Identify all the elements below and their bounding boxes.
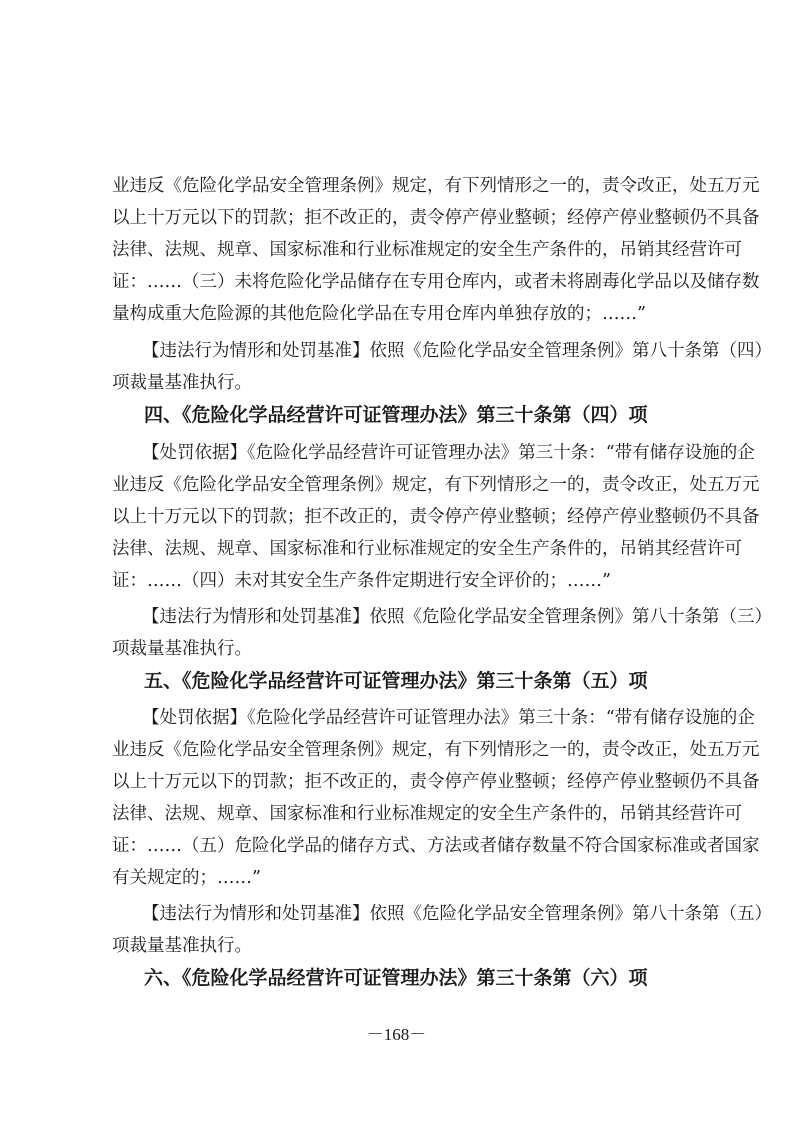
basis-line: 项裁量基准执行。 bbox=[112, 936, 252, 956]
page-number: －168－ bbox=[366, 1025, 427, 1044]
text-line: 法律、法规、规章、国家标准和行业标准规定的安全生产条件的，吊销其经营许可 bbox=[112, 240, 742, 260]
text-line: 证：……（四）未对其安全生产条件定期进行安全评价的；……” bbox=[112, 571, 611, 591]
text-line: 以上十万元以下的罚款；拒不改正的，责令停产停业整顿；经停产停业整顿仍不具备 bbox=[112, 208, 760, 228]
basis-line: 【违法行为情形和处罚基准】依照《危险化学品安全管理条例》第八十条第（三） bbox=[142, 607, 772, 627]
basis-line: 【违法行为情形和处罚基准】依照《危险化学品安全管理条例》第八十条第（四） bbox=[142, 341, 772, 361]
section-heading: 五、《危险化学品经营许可证管理办法》第三十条第（五）项 bbox=[144, 670, 648, 692]
text-line: 【处罚依据】《危险化学品经营许可证管理办法》第三十条：“带有储存设施的企 bbox=[142, 443, 755, 463]
text-line: 有关规定的；……” bbox=[112, 868, 261, 888]
basis-line: 【违法行为情形和处罚基准】依照《危险化学品安全管理条例》第八十条第（五） bbox=[142, 904, 772, 924]
text-line: 证：……（三）未将危险化学品储存在专用仓库内，或者未将剧毒化学品以及储存数 bbox=[112, 272, 760, 292]
text-line: 法律、法规、规章、国家标准和行业标准规定的安全生产条件的，吊销其经营许可 bbox=[112, 539, 742, 559]
section-heading: 四、《危险化学品经营许可证管理办法》第三十条第（四）项 bbox=[144, 404, 648, 426]
text-line: 以上十万元以下的罚款；拒不改正的，责令停产停业整顿；经停产停业整顿仍不具备 bbox=[112, 507, 760, 527]
text-line: 以上十万元以下的罚款；拒不改正的，责令停产停业整顿；经停产停业整顿仍不具备 bbox=[112, 772, 760, 792]
basis-line: 项裁量基准执行。 bbox=[112, 639, 252, 659]
text-line: 【处罚依据】《危险化学品经营许可证管理办法》第三十条：“带有储存设施的企 bbox=[142, 708, 755, 728]
text-line: 业违反《危险化学品安全管理条例》规定，有下列情形之一的，责令改正，处五万元 bbox=[112, 475, 760, 495]
text-line: 业违反《危险化学品安全管理条例》规定，有下列情形之一的，责令改正，处五万元 bbox=[112, 740, 760, 760]
text-line: 证：……（五）危险化学品的储存方式、方法或者储存数量不符合国家标准或者国家 bbox=[112, 836, 760, 856]
text-line: 业违反《危险化学品安全管理条例》规定，有下列情形之一的，责令改正，处五万元 bbox=[112, 176, 760, 196]
section-heading: 六、《危险化学品经营许可证管理办法》第三十条第（六）项 bbox=[144, 967, 648, 989]
text-line: 法律、法规、规章、国家标准和行业标准规定的安全生产条件的，吊销其经营许可 bbox=[112, 804, 742, 824]
basis-line: 项裁量基准执行。 bbox=[112, 373, 252, 393]
text-line: 量构成重大危险源的其他危险化学品在专用仓库内单独存放的；……” bbox=[112, 304, 646, 324]
